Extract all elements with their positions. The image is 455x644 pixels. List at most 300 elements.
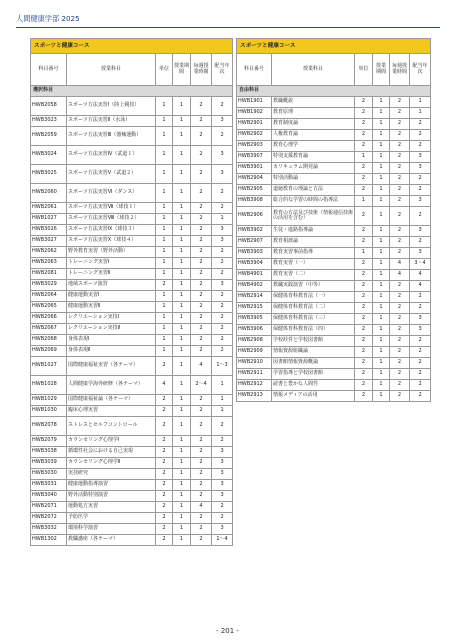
course-name: 健康運動実習Ⅱ <box>67 302 156 313</box>
year: 2 <box>410 380 431 391</box>
credits: 1 <box>156 203 173 214</box>
credits: 1 <box>156 313 173 324</box>
credits: 2 <box>355 314 373 325</box>
credits: 2 <box>156 458 173 469</box>
term: 1 <box>373 237 390 248</box>
course-code: HWB3906 <box>237 325 272 336</box>
course-name: トレーニング実習Ⅱ <box>67 269 156 280</box>
term: 1 <box>373 325 390 336</box>
table-row <box>237 163 431 174</box>
term: 1 <box>173 127 191 146</box>
weekly-hours: 2 <box>191 280 212 291</box>
term: 1 <box>173 535 191 546</box>
term: 1 <box>173 214 191 225</box>
weekly-hours: 2 <box>390 281 410 292</box>
credits: 2 <box>156 280 173 291</box>
year: 3 <box>410 325 431 336</box>
credits: 1 <box>156 247 173 258</box>
term: 1 <box>173 258 191 269</box>
year: 1～4 <box>212 535 233 546</box>
course-name: 保健体育科教育法（四） <box>272 325 355 336</box>
course-code: HWB2066 <box>31 313 67 324</box>
term: 1 <box>173 417 191 436</box>
course-name: ストレスとセルフコントロール <box>67 417 156 436</box>
year: 2 <box>212 313 233 324</box>
term: 1 <box>373 369 390 380</box>
weekly-hours: 2 <box>390 108 410 119</box>
term: 1 <box>373 185 390 196</box>
credits: 2 <box>355 380 373 391</box>
credits: 2 <box>156 480 173 491</box>
credits: 2 <box>355 336 373 347</box>
course-name: レクリエーション実技Ⅱ <box>67 324 156 335</box>
course-code: HWB1901 <box>237 97 272 108</box>
course-code: HWB1028 <box>31 376 67 395</box>
course-code: HWB2914 <box>237 292 272 303</box>
course-code: HWB1302 <box>31 535 67 546</box>
credits: 1 <box>156 225 173 236</box>
year: 2 <box>410 130 431 141</box>
table-row <box>31 491 233 502</box>
course-code: HWB3032 <box>31 524 67 535</box>
credits: 1 <box>355 152 373 163</box>
table-row <box>237 97 431 108</box>
course-code: HWB2915 <box>237 303 272 314</box>
table-row <box>31 247 233 258</box>
table-row <box>31 417 233 436</box>
weekly-hours: 2 <box>390 358 410 369</box>
course-name: カリキュラム開発論 <box>272 163 355 174</box>
year: 2 <box>410 358 431 369</box>
credits: 2 <box>355 237 373 248</box>
column-header: 授業期間 <box>373 54 390 86</box>
course-code: HWB3031 <box>31 480 67 491</box>
course-title: スポーツと健康コース <box>31 39 233 54</box>
weekly-hours: 2 <box>390 292 410 303</box>
course-code: HWB3904 <box>237 259 272 270</box>
credits: 2 <box>156 502 173 513</box>
course-title: スポーツと健康コース <box>237 39 431 54</box>
year: 2 <box>212 302 233 313</box>
term: 1 <box>173 346 191 357</box>
credits: 2 <box>355 347 373 358</box>
credits: 4 <box>156 376 173 395</box>
course-code: HWB3023 <box>31 116 67 127</box>
course-name: 健康運動指導演習 <box>67 480 156 491</box>
weekly-hours: 2 <box>390 141 410 152</box>
credits: 1 <box>355 248 373 259</box>
year: 2 <box>212 97 233 116</box>
table-row <box>31 458 233 469</box>
column-header: 単位 <box>355 54 373 86</box>
table-row <box>237 347 431 358</box>
credits: 2 <box>355 292 373 303</box>
course-code: HWB3025 <box>31 165 67 184</box>
course-code: HWB4901 <box>237 270 272 281</box>
column-header: 授業科目 <box>272 54 355 86</box>
credits: 1 <box>156 346 173 357</box>
credits: 1 <box>156 291 173 302</box>
term: 1 <box>173 247 191 258</box>
column-header: 科目番号 <box>237 54 272 86</box>
weekly-hours: 2 <box>191 225 212 236</box>
term: 1 <box>173 236 191 247</box>
table-row <box>237 380 431 391</box>
column-header: 毎週授業時間 <box>390 54 410 86</box>
credits: 1 <box>156 184 173 203</box>
table-row <box>31 165 233 184</box>
year: 2 <box>410 141 431 152</box>
credits: 2 <box>355 141 373 152</box>
course-name: 学校経営と学校図書館 <box>272 336 355 347</box>
weekly-hours: 2 <box>390 391 410 402</box>
course-name: 臨床心理実習 <box>67 406 156 417</box>
table-row <box>237 259 431 270</box>
weekly-hours: 2 <box>191 146 212 165</box>
course-name: 特別活動論 <box>272 174 355 185</box>
category-label: 自由科目 <box>237 86 431 97</box>
table-row <box>31 302 233 313</box>
weekly-hours: 2 <box>191 395 212 406</box>
year: 3 <box>410 152 431 163</box>
weekly-hours: 2 <box>191 269 212 280</box>
table-row <box>237 270 431 281</box>
course-code: HWB2062 <box>31 247 67 258</box>
weekly-hours: 2 <box>390 303 410 314</box>
year: 3 <box>212 236 233 247</box>
course-code: HWB2063 <box>31 258 67 269</box>
course-name: 図書館情報資源概論 <box>272 358 355 369</box>
course-code: HWB3902 <box>237 226 272 237</box>
course-name: スポーツ方法実習Ⅴ（武道２） <box>67 165 156 184</box>
course-name: 教職講座（各テーマ） <box>67 535 156 546</box>
course-code: HWB2068 <box>31 335 67 346</box>
course-name: 野外教育実習（野外活動） <box>67 247 156 258</box>
table-row <box>237 303 431 314</box>
course-name: 教職実践演習（中等） <box>272 281 355 292</box>
year: 3 <box>212 116 233 127</box>
course-code: HWB3027 <box>31 236 67 247</box>
course-name: カウンセリング心理学Ⅰ <box>67 436 156 447</box>
term: 1 <box>173 116 191 127</box>
credits: 1 <box>156 302 173 313</box>
course-code: HWB1027 <box>31 357 67 376</box>
term: 1 <box>173 184 191 203</box>
weekly-hours: 2 <box>191 447 212 458</box>
course-name: 実技研究 <box>67 469 156 480</box>
term: 1 <box>173 165 191 184</box>
credits: 2 <box>355 130 373 141</box>
course-code: HWB3908 <box>237 196 272 207</box>
course-name: カウンセリング心理学Ⅱ <box>67 458 156 469</box>
year: 1 <box>212 395 233 406</box>
year: 3 <box>212 280 233 291</box>
course-code: HWB4902 <box>237 281 272 292</box>
weekly-hours: 4 <box>390 259 410 270</box>
credits: 2 <box>156 447 173 458</box>
table-row <box>31 280 233 291</box>
course-code: HWB1902 <box>237 108 272 119</box>
weekly-hours: 2 <box>191 247 212 258</box>
table-row <box>31 258 233 269</box>
header-divider <box>16 27 440 28</box>
credits: 1 <box>156 165 173 184</box>
weekly-hours: 2 <box>390 248 410 259</box>
table-row <box>31 236 233 247</box>
table-row <box>237 314 431 325</box>
weekly-hours: 2 <box>390 97 410 108</box>
term: 1 <box>173 480 191 491</box>
course-name: スポーツ方法実習Ⅱ（水泳） <box>67 116 156 127</box>
column-header: 授業科目 <box>67 54 156 86</box>
credits: 1 <box>156 97 173 116</box>
table-row <box>237 152 431 163</box>
year: 1 <box>410 108 431 119</box>
year: 2 <box>410 185 431 196</box>
year: 1～3 <box>212 357 233 376</box>
course-code: HWB2064 <box>31 291 67 302</box>
credits: 2 <box>355 163 373 174</box>
course-name: 読書と豊かな人間性 <box>272 380 355 391</box>
year: 3 <box>212 447 233 458</box>
weekly-hours: 2 <box>390 369 410 380</box>
year: 2 <box>410 292 431 303</box>
table-row <box>31 502 233 513</box>
course-name: 人間健康学海外研修（各テーマ） <box>67 376 156 395</box>
weekly-hours: 2～4 <box>191 376 212 395</box>
term: 1 <box>373 391 390 402</box>
year: 2 <box>212 127 233 146</box>
credits: 1 <box>156 324 173 335</box>
year: 2 <box>410 336 431 347</box>
course-code: HWB3038 <box>31 447 67 458</box>
term: 1 <box>173 447 191 458</box>
term: 1 <box>173 406 191 417</box>
credits: 2 <box>355 281 373 292</box>
weekly-hours: 2 <box>390 325 410 336</box>
course-code: HWB2072 <box>31 513 67 524</box>
table-row <box>31 214 233 225</box>
course-name: 学習指導と学校図書館 <box>272 369 355 380</box>
weekly-hours: 2 <box>191 236 212 247</box>
weekly-hours: 2 <box>191 458 212 469</box>
year: 2 <box>212 247 233 258</box>
year: 2 <box>410 237 431 248</box>
table-row <box>31 116 233 127</box>
course-name: トレーニング実習Ⅰ <box>67 258 156 269</box>
weekly-hours: 2 <box>191 291 212 302</box>
weekly-hours: 2 <box>390 163 410 174</box>
year: 2 <box>410 174 431 185</box>
course-code: HWB2058 <box>31 97 67 116</box>
table-row <box>31 357 233 376</box>
course-name: 教育の方法及び技術（情報通信技術の活用を含む） <box>272 207 355 226</box>
table-row <box>31 436 233 447</box>
credits: 2 <box>156 491 173 502</box>
weekly-hours: 2 <box>390 130 410 141</box>
table-row <box>31 127 233 146</box>
course-name: 教育心理学 <box>272 141 355 152</box>
course-name: スポーツ方法実習Ⅵ（ダンス） <box>67 184 156 203</box>
course-name: 情報メディアの活用 <box>272 391 355 402</box>
year: 2 <box>212 324 233 335</box>
term: 1 <box>173 146 191 165</box>
weekly-hours: 2 <box>191 97 212 116</box>
term: 1 <box>173 324 191 335</box>
year: 1 <box>212 214 233 225</box>
year: 2 <box>410 347 431 358</box>
course-name: 保健体育科教育法（三） <box>272 314 355 325</box>
course-name: 特別支援教育論 <box>272 152 355 163</box>
course-code: HWB3903 <box>237 248 272 259</box>
term: 1 <box>373 270 390 281</box>
year: 2 <box>410 119 431 130</box>
weekly-hours: 2 <box>390 152 410 163</box>
weekly-hours: 2 <box>191 258 212 269</box>
column-header: 配当年次 <box>410 54 431 86</box>
table-row <box>31 346 233 357</box>
credits: 2 <box>355 303 373 314</box>
table-row <box>31 535 233 546</box>
course-name: レクリエーション実技Ⅰ <box>67 313 156 324</box>
credits: 1 <box>156 214 173 225</box>
course-code: HWB2067 <box>31 324 67 335</box>
course-name: 情報資源組織論 <box>272 347 355 358</box>
term: 1 <box>373 303 390 314</box>
table-row <box>31 324 233 335</box>
year: 2 <box>212 269 233 280</box>
year: 2 <box>212 346 233 357</box>
course-name: 環境科学演習 <box>67 524 156 535</box>
term: 1 <box>373 174 390 185</box>
year: 2 <box>212 203 233 214</box>
course-code: HWB2909 <box>237 347 272 358</box>
course-name: 予防医学 <box>67 513 156 524</box>
credits: 2 <box>156 436 173 447</box>
year: 3 <box>212 225 233 236</box>
table-row <box>31 269 233 280</box>
credits: 2 <box>156 406 173 417</box>
term: 1 <box>173 313 191 324</box>
credits: 1 <box>355 196 373 207</box>
weekly-hours: 2 <box>191 469 212 480</box>
weekly-hours: 4 <box>191 357 212 376</box>
year: 3 <box>212 165 233 184</box>
course-name: 運動処方実習 <box>67 502 156 513</box>
year: 2 <box>410 391 431 402</box>
weekly-hours: 2 <box>390 314 410 325</box>
course-code: HWB1030 <box>31 406 67 417</box>
weekly-hours: 2 <box>191 184 212 203</box>
year: 1 <box>212 376 233 395</box>
term: 1 <box>373 226 390 237</box>
term: 1 <box>173 335 191 346</box>
year: 3 <box>410 163 431 174</box>
course-code: HWB2913 <box>237 391 272 402</box>
credits: 2 <box>156 513 173 524</box>
course-name: スポーツ方法実習Ⅲ（器械運動） <box>67 127 156 146</box>
year: 2 <box>410 303 431 314</box>
course-code: HWB2902 <box>237 130 272 141</box>
course-code: HWB2912 <box>237 380 272 391</box>
course-code: HWB2071 <box>31 502 67 513</box>
weekly-hours: 2 <box>390 237 410 248</box>
year: 3 <box>212 146 233 165</box>
left-course-table <box>30 38 233 546</box>
course-code: HWB2060 <box>31 184 67 203</box>
year: 2 <box>212 335 233 346</box>
credits: 2 <box>156 395 173 406</box>
column-header: 配当年次 <box>212 54 233 86</box>
term: 1 <box>173 436 191 447</box>
term: 1 <box>173 203 191 214</box>
course-code: HWB3901 <box>237 163 272 174</box>
term: 1 <box>373 207 390 226</box>
course-name: 保健体育科教育法（一） <box>272 292 355 303</box>
weekly-hours: 4 <box>390 270 410 281</box>
term: 1 <box>373 141 390 152</box>
term: 1 <box>373 358 390 369</box>
weekly-hours: 2 <box>191 203 212 214</box>
table-row <box>31 376 233 395</box>
course-code: HWB2081 <box>31 269 67 280</box>
course-name: スポーツ方法実習Ⅳ（武道１） <box>67 146 156 165</box>
course-name: 人権教育論 <box>272 130 355 141</box>
table-row <box>237 130 431 141</box>
credits: 2 <box>355 259 373 270</box>
course-code: HWB2061 <box>31 203 67 214</box>
term: 1 <box>173 513 191 524</box>
course-name: 国際健康福祉実習（各テーマ） <box>67 357 156 376</box>
weekly-hours: 2 <box>191 480 212 491</box>
term: 1 <box>373 119 390 130</box>
term: 1 <box>373 163 390 174</box>
term: 1 <box>173 302 191 313</box>
weekly-hours: 2 <box>191 513 212 524</box>
course-name: 教育相談論 <box>272 237 355 248</box>
weekly-hours: 2 <box>390 336 410 347</box>
term: 1 <box>173 458 191 469</box>
weekly-hours: 2 <box>191 417 212 436</box>
year: 2 <box>212 291 233 302</box>
table-row <box>31 469 233 480</box>
weekly-hours: 2 <box>390 174 410 185</box>
year: 3 <box>212 491 233 502</box>
table-row <box>31 395 233 406</box>
credits: 2 <box>355 226 373 237</box>
weekly-hours: 2 <box>390 347 410 358</box>
weekly-hours: 2 <box>390 196 410 207</box>
table-row <box>31 513 233 524</box>
course-code: HWB2908 <box>237 336 272 347</box>
course-code: HWB3040 <box>31 491 67 502</box>
term: 1 <box>173 395 191 406</box>
course-name: 教育原理 <box>272 108 355 119</box>
weekly-hours: 2 <box>191 313 212 324</box>
credits: 2 <box>355 270 373 281</box>
weekly-hours: 4 <box>191 502 212 513</box>
term: 1 <box>373 152 390 163</box>
term: 1 <box>173 469 191 480</box>
credits: 1 <box>156 335 173 346</box>
credits: 2 <box>355 207 373 226</box>
course-code: HWB2910 <box>237 358 272 369</box>
year: 3 <box>212 458 233 469</box>
year: 3 <box>212 469 233 480</box>
credits: 2 <box>355 185 373 196</box>
year: 3 <box>410 314 431 325</box>
course-code: HWB1027 <box>31 214 67 225</box>
